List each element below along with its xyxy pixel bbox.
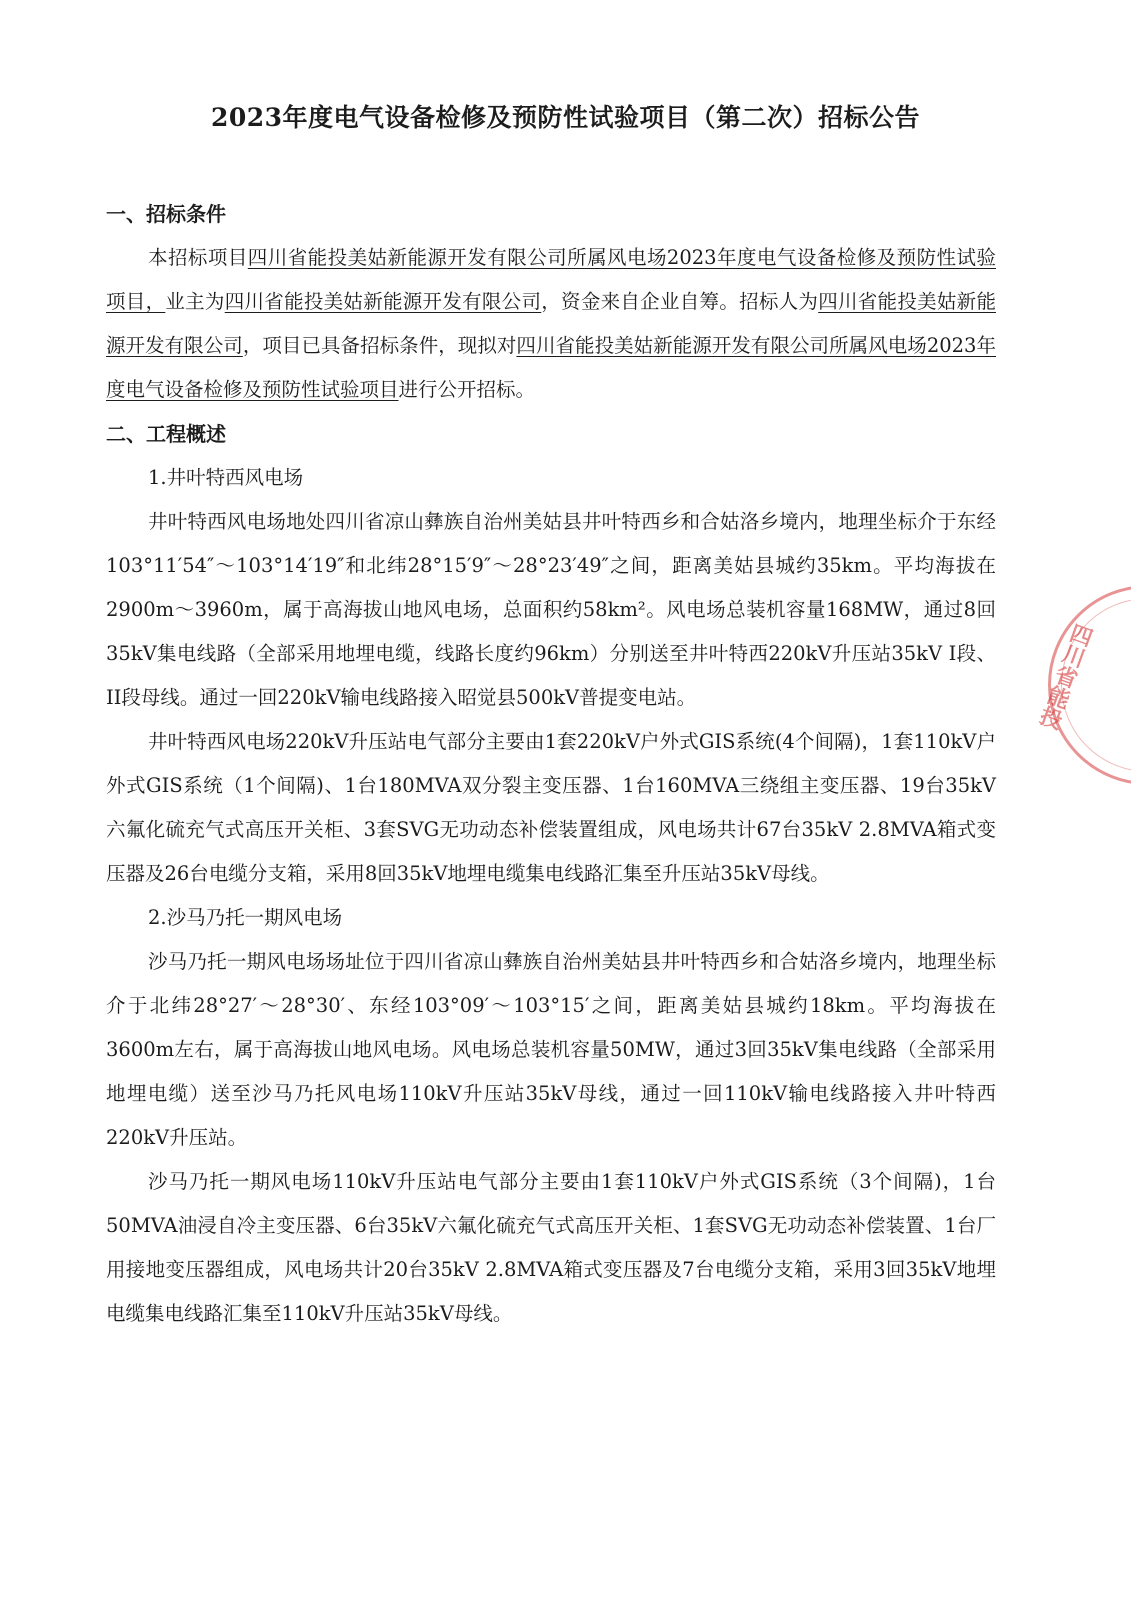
paragraph-bidding-conditions [106,236,996,412]
underlined-tenderer-name: 四川省能投美姑新能源开发有限公司 [106,290,996,357]
seal-text: 四川省能投 [1034,619,1096,732]
underlined-project-name-2: 四川省能投美姑新能源开发有限公司所属风电场2023年度电气设备检修及预防性试验项目 [106,334,996,401]
section-heading-bidding-conditions: 一、招标条件 [106,202,226,226]
paragraph-jingyetexi-overview: 井叶特西风电场地处四川省凉山彝族自治州美姑县井叶特西乡和合姑洛乡境内，地理坐标介于东经103°11′54″～103°14′19″和北纬28°15′9″～28°23′49″之间，距离美姑县城约35km。平均海拔在2900m～3960m，属于高海拔山地风电场，总面积约58km²。风电场总装机容量168MW，通过8回35kV集电线路（全部采用地埋电缆，线路长度约96km）分别送至井叶特西220kV升压站35kV I段、II段母线。通过一回220kV输电线路接入昭觉县500kV普提变电站。 [106,510,997,709]
underlined-owner-name: 四川省能投美姑新能源开发有限公司 [224,290,542,313]
section-heading-project-overview: 二、工程概述 [106,422,226,446]
paragraph-shamanaituo-substation: 沙马乃托一期风电场110kV升压站电气部分主要由1套110kV户外式GIS系统（3个间隔)，1台50MVA油浸自冷主变压器、6台35kV六氟化硫充气式高压开关柜、1套SVG无功动态补偿装置、1台厂用接地变压器组成，风电场共计20台35kV 2.8MVA箱式变压器及7台电缆分支箱，采用3回35kV地埋电缆集电线路汇集至110kV升压站35kV母线。 [106,1170,996,1325]
paragraph-shamanaituo-overview: 沙马乃托一期风电场场址位于四川省凉山彝族自治州美姑县井叶特西乡和合姑洛乡境内，地理坐标介于北纬28°27′～28°30′、东经103°09′～103°15′之间，距离美姑县城约18km。平均海拔在3600m左右，属于高海拔山地风电场。风电场总装机容量50MW，通过3回35kV集电线路（全部采用地埋电缆）送至沙马乃托风电场110kV升压站35kV母线，通过一回110kV输电线路接入井叶特西220kV升压站。 [106,950,996,1149]
text-run: 本招标项目 [148,246,248,269]
text-run: ，项目已具备招标条件，现拟对 [242,334,517,357]
subheading-shamanaituo: 2.沙马乃托一期风电场 [148,906,343,929]
company-seal-stamp [1034,585,1131,785]
text-run: 进行公开招标。 [398,378,536,401]
document-title: 2023年度电气设备检修及预防性试验项目（第二次）招标公告 [210,103,921,132]
text-run: 业主为 [165,290,225,313]
underlined-project-name: 四川省能投美姑新能源开发有限公司所属风电场2023年度电气设备检修及预防性试验项目， [106,246,996,313]
paragraph-jingyetexi-substation: 井叶特西风电场220kV升压站电气部分主要由1套220kV户外式GIS系统(4个间隔)，1套110kV户外式GIS系统（1个间隔)、1台180MVA双分裂主变压器、1台160MVA三绕组主变压器、19台35kV六氟化硫充气式高压开关柜、3套SVG无功动态补偿装置组成，风电场共计67台35kV 2.8MVA箱式变压器及26台电缆分支箱，采用8回35kV地埋电缆集电线路汇集至升压站35kV母线。 [106,730,996,885]
subheading-jingyetexi: 1.井叶特西风电场 [148,466,304,489]
text-run: ，资金来自企业自筹。招标人为 [541,290,819,313]
document-body [106,192,996,1336]
